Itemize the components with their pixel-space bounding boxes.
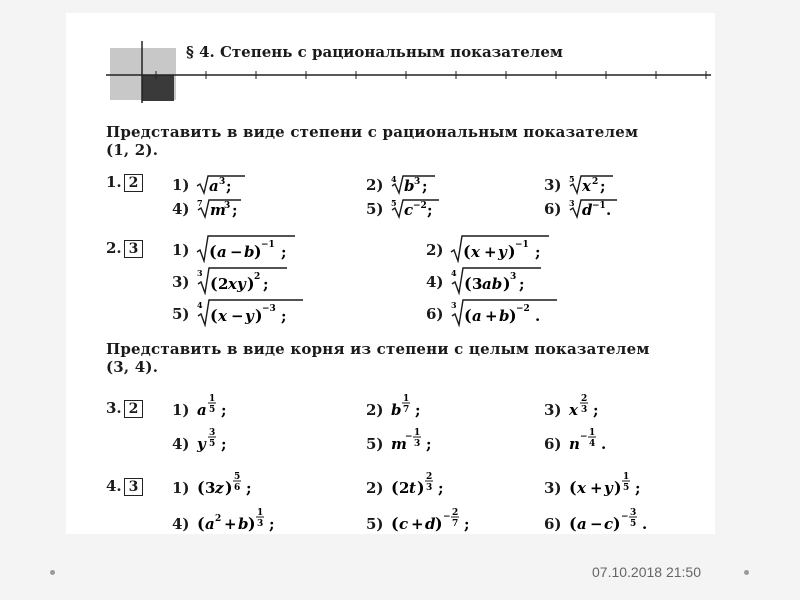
math-expression — [195, 265, 315, 295]
svg-text:4: 4 — [588, 439, 596, 449]
svg-text:3: 3 — [425, 483, 433, 493]
svg-text:): ) — [416, 478, 425, 497]
ex3-item3: 3) x 2 3 ; — [544, 391, 627, 421]
svg-text:): ) — [246, 274, 255, 293]
svg-text:4: 4 — [390, 174, 397, 184]
math-expression — [449, 233, 569, 263]
svg-text:3: 3 — [196, 268, 203, 278]
svg-text:;: ; — [421, 177, 428, 195]
ex3-item1: 1) a 1 5 ; — [172, 391, 255, 421]
svg-text:+: + — [484, 307, 498, 325]
exercise-1-label — [106, 173, 143, 192]
math-expression — [449, 297, 579, 327]
math-expression — [195, 505, 305, 535]
svg-text:m: m — [390, 435, 407, 453]
section1-heading-ref: (1, 2). — [106, 141, 159, 159]
svg-text:;: ; — [592, 401, 599, 419]
section2-heading-ref: (3, 4). — [106, 358, 159, 376]
svg-text:a: a — [196, 401, 207, 419]
math-expression — [195, 425, 255, 455]
svg-text:x: x — [581, 177, 591, 195]
svg-text:3: 3 — [218, 177, 226, 187]
svg-text:3: 3 — [204, 479, 216, 497]
svg-text:1: 1 — [208, 394, 216, 404]
svg-text:): ) — [508, 306, 517, 325]
svg-text:1: 1 — [622, 472, 630, 482]
svg-text:y: y — [196, 435, 206, 453]
svg-text:x: x — [470, 243, 480, 261]
svg-text:3: 3 — [413, 177, 421, 187]
math-expression — [195, 469, 285, 499]
ex3-item5: 5) m − 1 3 ; — [366, 425, 459, 455]
svg-text:a: a — [208, 177, 219, 195]
svg-text:y: y — [497, 243, 507, 261]
svg-text:2: 2 — [217, 275, 229, 293]
ex2-item4: 4) 4 ( 3 ab ) 3 ; — [426, 265, 569, 295]
ex2-item6: 6) 3 ( a + b ) −2 . — [426, 297, 579, 327]
svg-text:n: n — [568, 435, 580, 453]
svg-text:2: 2 — [253, 272, 261, 282]
svg-text:+: + — [223, 515, 237, 533]
svg-text:b: b — [403, 177, 415, 195]
ex4-item3: 3) ( x + y ) 1 5 ; — [544, 469, 677, 499]
svg-text:;: ; — [437, 479, 444, 497]
svg-text:): ) — [254, 306, 263, 325]
svg-text:b: b — [498, 307, 510, 325]
svg-text:ab: ab — [481, 275, 502, 293]
svg-text:;: ; — [262, 275, 269, 293]
ex3-item4: 4) y 3 5 ; — [172, 425, 255, 455]
svg-text:1: 1 — [588, 428, 596, 438]
svg-text:6: 6 — [233, 483, 241, 493]
svg-text:xy: xy — [227, 275, 246, 293]
svg-text:d: d — [424, 515, 436, 533]
svg-text:a: a — [216, 243, 227, 261]
svg-text:3: 3 — [208, 428, 216, 438]
svg-text:3: 3 — [413, 439, 421, 449]
svg-text:): ) — [253, 242, 262, 261]
svg-text:;: ; — [599, 177, 606, 195]
svg-text:;: ; — [426, 201, 433, 219]
svg-text:): ) — [224, 478, 233, 497]
svg-text:(: ( — [463, 274, 472, 293]
math-expression — [567, 391, 627, 421]
difficulty-box: 3 — [124, 240, 144, 258]
ex4-item2: 2) ( 2 t ) 2 3 ; — [366, 469, 479, 499]
svg-text:2: 2 — [425, 472, 433, 482]
svg-text:d: d — [581, 201, 593, 219]
ex3-item6: 6) n − 1 4 . — [544, 425, 637, 455]
svg-text:5: 5 — [233, 472, 241, 482]
difficulty-box: 2 — [124, 174, 144, 192]
svg-text:;: ; — [534, 243, 541, 261]
svg-text:b: b — [390, 401, 402, 419]
svg-text:x: x — [217, 307, 227, 325]
math-expression — [389, 425, 459, 455]
difficulty-box: 3 — [124, 478, 144, 496]
header-dark-square — [142, 75, 174, 101]
svg-text:−: − — [620, 512, 629, 522]
svg-text:b: b — [237, 515, 249, 533]
exercise-number: 4. — [106, 477, 122, 495]
svg-text:;: ; — [425, 435, 432, 453]
svg-text:2: 2 — [214, 514, 222, 524]
ex3-item2: 2) b 1 7 ; — [366, 391, 449, 421]
ex2-item1: 1) ( a − b ) −1 ; — [172, 233, 315, 263]
svg-text:3: 3 — [580, 405, 588, 415]
svg-text:+: + — [589, 479, 603, 497]
svg-text:): ) — [502, 274, 511, 293]
math-expression — [389, 505, 499, 535]
section1-heading: Представить в виде степени с рациональным показателем — [106, 123, 639, 141]
svg-text:−1: −1 — [260, 240, 275, 250]
bullet-dot-right — [744, 570, 749, 575]
svg-text:(: ( — [390, 478, 399, 497]
svg-text:2: 2 — [591, 177, 599, 187]
svg-text:7: 7 — [196, 198, 203, 208]
svg-text:(: ( — [196, 478, 205, 497]
svg-text:5: 5 — [622, 483, 630, 493]
ex1-item3: 3) 5 x 2 ; — [544, 173, 647, 195]
exercise-number: 1. — [106, 173, 122, 191]
svg-text:;: ; — [518, 275, 525, 293]
ex2-item3: 3) 3 ( 2 xy ) 2 ; — [172, 265, 315, 295]
exercise-2-label — [106, 239, 143, 258]
svg-text:.: . — [605, 201, 612, 219]
svg-text:−2: −2 — [412, 201, 427, 211]
svg-text:): ) — [613, 478, 622, 497]
svg-text:;: ; — [463, 515, 470, 533]
svg-text:2: 2 — [398, 479, 410, 497]
svg-text:;: ; — [220, 401, 227, 419]
svg-text:5: 5 — [629, 519, 637, 529]
svg-text:−: − — [589, 515, 603, 533]
bullet-dot-left — [50, 570, 55, 575]
svg-text:(: ( — [209, 306, 218, 325]
ex1-item6: 6) 3 d −1 . — [544, 197, 647, 219]
svg-text:5: 5 — [568, 174, 575, 184]
exercise-4-label — [106, 477, 143, 496]
svg-text:−: − — [404, 432, 413, 442]
svg-text:2: 2 — [451, 508, 459, 518]
math-expression — [195, 197, 275, 219]
svg-text:−1: −1 — [514, 240, 529, 250]
footer-timestamp: 07.10.2018 21:50 — [592, 564, 701, 580]
svg-text:m: m — [209, 201, 226, 219]
svg-text:(: ( — [463, 306, 472, 325]
svg-text:;: ; — [245, 479, 252, 497]
svg-text:2: 2 — [580, 394, 588, 404]
svg-text:;: ; — [634, 479, 641, 497]
svg-text:(: ( — [209, 274, 218, 293]
ex4-item5: 5) ( c + d ) − 2 7 ; — [366, 505, 499, 535]
math-expression — [195, 297, 325, 327]
ex4-item6: 6) ( a − c ) − 3 5 . — [544, 505, 677, 535]
math-expression — [567, 425, 637, 455]
svg-text:−: − — [442, 512, 451, 522]
svg-text:;: ; — [280, 307, 287, 325]
svg-text:−2: −2 — [515, 304, 530, 314]
svg-text:3: 3 — [629, 508, 637, 518]
math-expression — [567, 505, 677, 535]
ex1-item1: 1) a 3 ; — [172, 173, 265, 195]
svg-text:;: ; — [280, 243, 287, 261]
svg-text:−: − — [230, 307, 244, 325]
math-expression — [567, 197, 647, 219]
svg-text:1: 1 — [413, 428, 421, 438]
svg-text:−: − — [229, 243, 243, 261]
svg-text:): ) — [247, 514, 256, 533]
svg-text:;: ; — [220, 435, 227, 453]
svg-text:5: 5 — [390, 198, 397, 208]
svg-text:1: 1 — [256, 508, 264, 518]
svg-text:;: ; — [414, 401, 421, 419]
svg-text:x: x — [568, 401, 578, 419]
svg-text:(: ( — [462, 242, 471, 261]
math-expression — [195, 233, 315, 263]
svg-text:+: + — [483, 243, 497, 261]
ex2-item5: 5) 4 ( x − y ) −3 ; — [172, 297, 325, 327]
svg-text:x: x — [576, 479, 586, 497]
math-expression — [195, 173, 265, 195]
svg-text:5: 5 — [208, 439, 216, 449]
svg-text:(: ( — [196, 514, 205, 533]
math-expression — [389, 469, 479, 499]
svg-text:−: − — [579, 432, 588, 442]
svg-text:a: a — [471, 307, 482, 325]
svg-text:t: t — [408, 479, 416, 497]
ex1-item5: 5) 5 c −2 ; — [366, 197, 469, 219]
svg-text:3: 3 — [450, 300, 457, 310]
math-expression — [567, 469, 677, 499]
svg-text:4: 4 — [196, 300, 203, 310]
svg-text:5: 5 — [208, 405, 216, 415]
exercise-number: 2. — [106, 239, 122, 257]
svg-text:+: + — [410, 515, 424, 533]
svg-text:1: 1 — [402, 394, 410, 404]
svg-text:.: . — [534, 307, 541, 325]
svg-text:3: 3 — [509, 272, 517, 282]
svg-text:(: ( — [568, 514, 577, 533]
svg-text:y: y — [603, 479, 613, 497]
svg-text:;: ; — [225, 177, 232, 195]
ex1-item4: 4) 7 m 3 ; — [172, 197, 275, 219]
svg-text:(: ( — [390, 514, 399, 533]
math-expression — [389, 173, 469, 195]
svg-text:c: c — [398, 515, 408, 533]
difficulty-box: 2 — [124, 400, 144, 418]
exercise-number: 3. — [106, 399, 122, 417]
math-expression — [195, 391, 255, 421]
math-expression — [567, 173, 647, 195]
svg-text:3: 3 — [471, 275, 483, 293]
svg-text:a: a — [204, 515, 215, 533]
svg-text:): ) — [434, 514, 443, 533]
svg-text:7: 7 — [402, 405, 410, 415]
svg-text:): ) — [507, 242, 516, 261]
svg-text:3: 3 — [223, 201, 231, 211]
svg-text:.: . — [641, 515, 648, 533]
svg-text:c: c — [403, 201, 413, 219]
svg-text:3: 3 — [568, 198, 575, 208]
svg-text:): ) — [612, 514, 621, 533]
ex4-item1: 1) ( 3 z ) 5 6 ; — [172, 469, 285, 499]
svg-text:−3: −3 — [261, 304, 276, 314]
svg-text:(: ( — [208, 242, 217, 261]
svg-text:(: ( — [568, 478, 577, 497]
svg-text:y: y — [244, 307, 254, 325]
svg-text:b: b — [243, 243, 255, 261]
textbook-page — [66, 13, 715, 534]
svg-text:z: z — [214, 479, 224, 497]
svg-text:.: . — [600, 435, 607, 453]
svg-text:3: 3 — [256, 519, 264, 529]
math-expression — [389, 391, 449, 421]
ex1-item2: 2) 4 b 3 ; — [366, 173, 469, 195]
svg-text:−1: −1 — [591, 201, 606, 211]
math-expression — [449, 265, 569, 295]
math-expression — [389, 197, 469, 219]
page-title: § 4. Степень с рациональным показателем — [186, 43, 563, 61]
ex4-item4: 4) ( a 2 + b ) 1 3 ; — [172, 505, 305, 535]
svg-text:a: a — [576, 515, 587, 533]
svg-text:;: ; — [268, 515, 275, 533]
header-decoration — [66, 13, 715, 113]
section2-heading: Представить в виде корня из степени с целым показателем — [106, 340, 650, 358]
ex2-item2: 2) ( x + y ) −1 ; — [426, 233, 569, 263]
svg-text:7: 7 — [451, 519, 459, 529]
svg-text:c: c — [603, 515, 613, 533]
svg-text:;: ; — [231, 201, 238, 219]
svg-text:4: 4 — [450, 268, 457, 278]
exercise-3-label — [106, 399, 143, 418]
